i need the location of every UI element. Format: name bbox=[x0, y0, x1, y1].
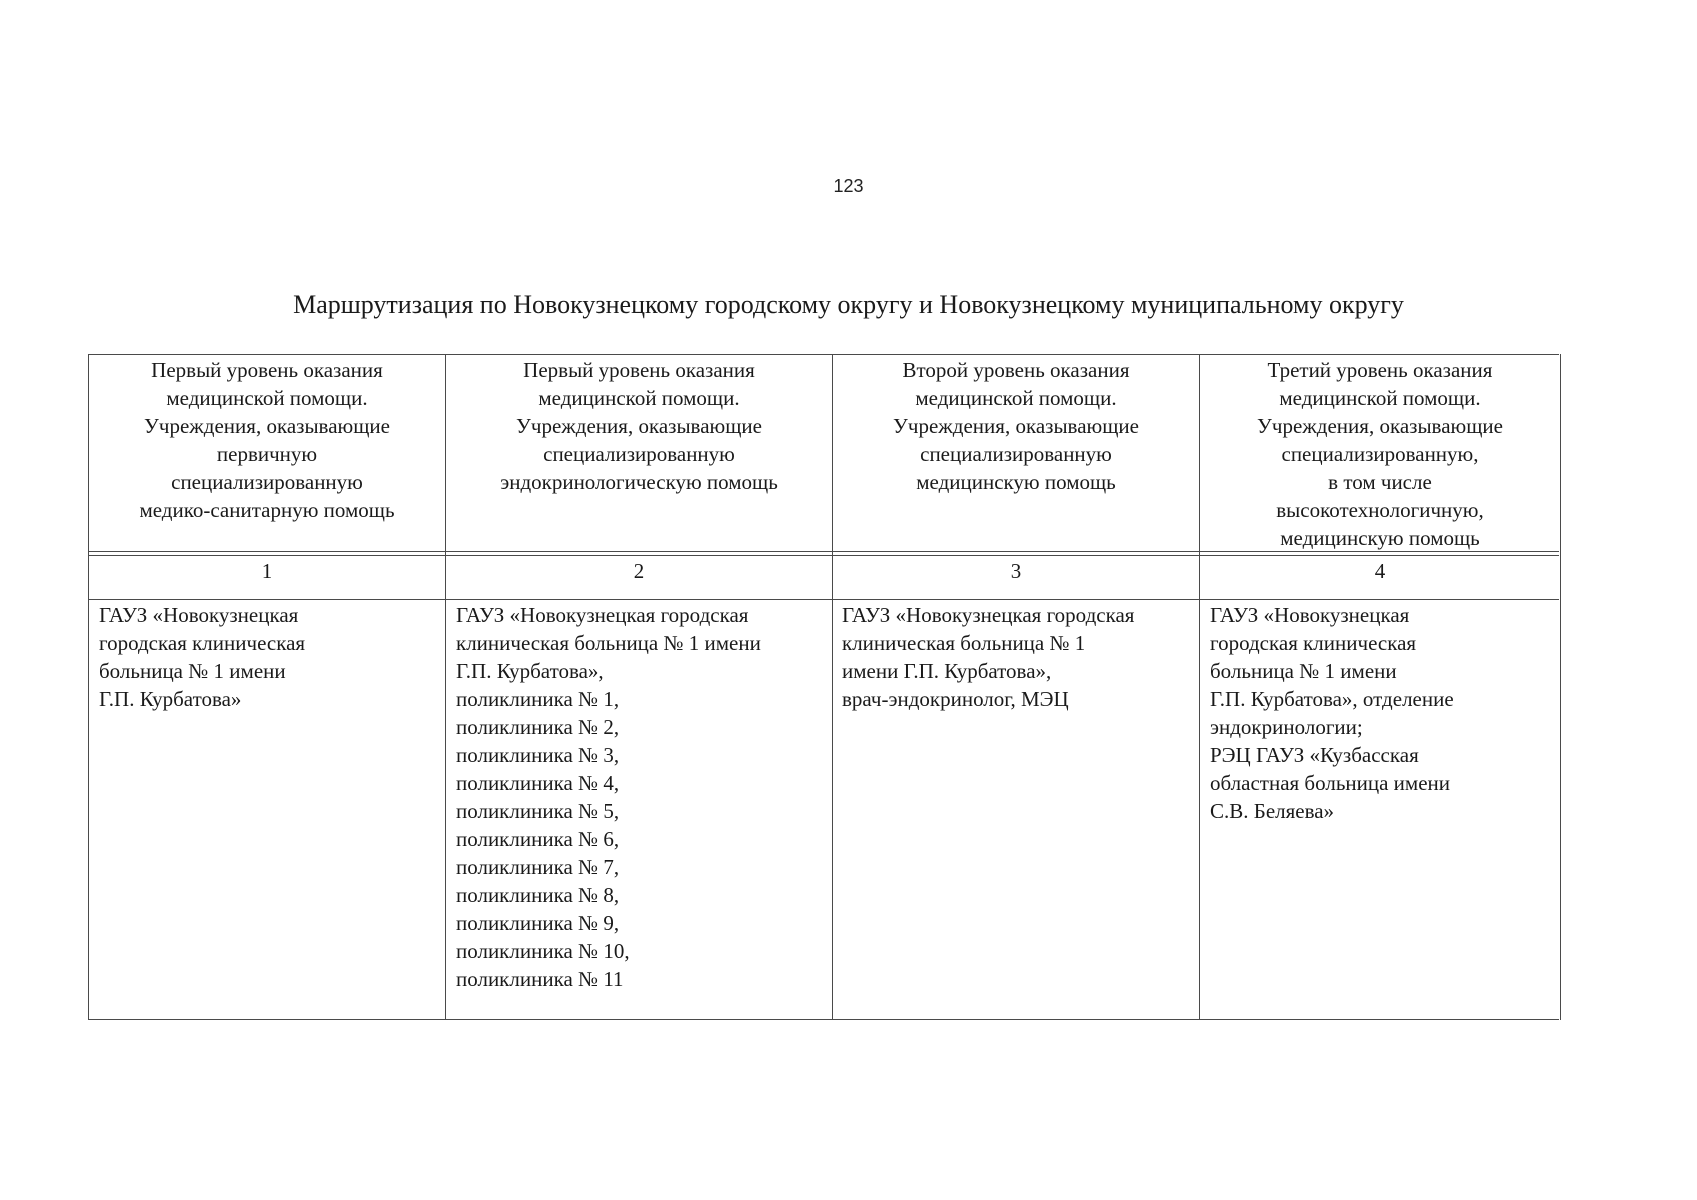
table-column-number: 2 bbox=[633, 559, 645, 583]
table-body-cell: ГАУЗ «Новокузнецкая городская клиническая больница № 1 имени Г.П. Курбатова», поликлиника № 1, поликлиника № 2, поликлиника № 3, поликлиника № 4, поликлиника № 5, поликлиника № 6, поликлиника № 7, поликлиника № 8, поликлиника № 9, поликлиника № 10, поликлиника № 11 bbox=[456, 603, 761, 991]
table-body-cell: ГАУЗ «Новокузнецкая городская клиническая больница № 1 имени Г.П. Курбатова», врач-эндокринолог, МЭЦ bbox=[842, 603, 1135, 711]
table-border-right bbox=[1560, 354, 1561, 1020]
table-header-cell: Первый уровень оказания медицинской помощи. Учреждения, оказывающие первичную специализированную медико-санитарную помощь bbox=[139, 358, 395, 522]
table-header-divider-2 bbox=[88, 555, 1559, 556]
table-column-number: 1 bbox=[261, 559, 273, 583]
table-header-cell: Третий уровень оказания медицинской помощи. Учреждения, оказывающие специализированную, в том числе высокотехнологичную, медицинскую помощь bbox=[1257, 358, 1503, 550]
document-title: Маршрутизация по Новокузнецкому городскому округу и Новокузнецкому муниципальному округу bbox=[293, 290, 1404, 319]
table-border-bottom bbox=[88, 1019, 1559, 1020]
table-number-row-divider bbox=[88, 599, 1559, 600]
table-body-cell: ГАУЗ «Новокузнецкая городская клиническая больница № 1 имени Г.П. Курбатова», отделение эндокринологии; РЭЦ ГАУЗ «Кузбасская областная больница имени С.В. Беляева» bbox=[1210, 603, 1454, 823]
table-border-top bbox=[88, 354, 1559, 355]
table-column-number: 4 bbox=[1374, 559, 1386, 583]
table-body-cell: ГАУЗ «Новокузнецкая городская клиническая больница № 1 имени Г.П. Курбатова» bbox=[99, 603, 306, 711]
page-number: 123 bbox=[833, 176, 864, 196]
table-column-number: 3 bbox=[1010, 559, 1022, 583]
table-header-cell: Второй уровень оказания медицинской помощи. Учреждения, оказывающие специализированную медицинскую помощь bbox=[893, 358, 1139, 494]
table-header-cell: Первый уровень оказания медицинской помощи. Учреждения, оказывающие специализированную эндокринологическую помощь bbox=[500, 358, 778, 494]
